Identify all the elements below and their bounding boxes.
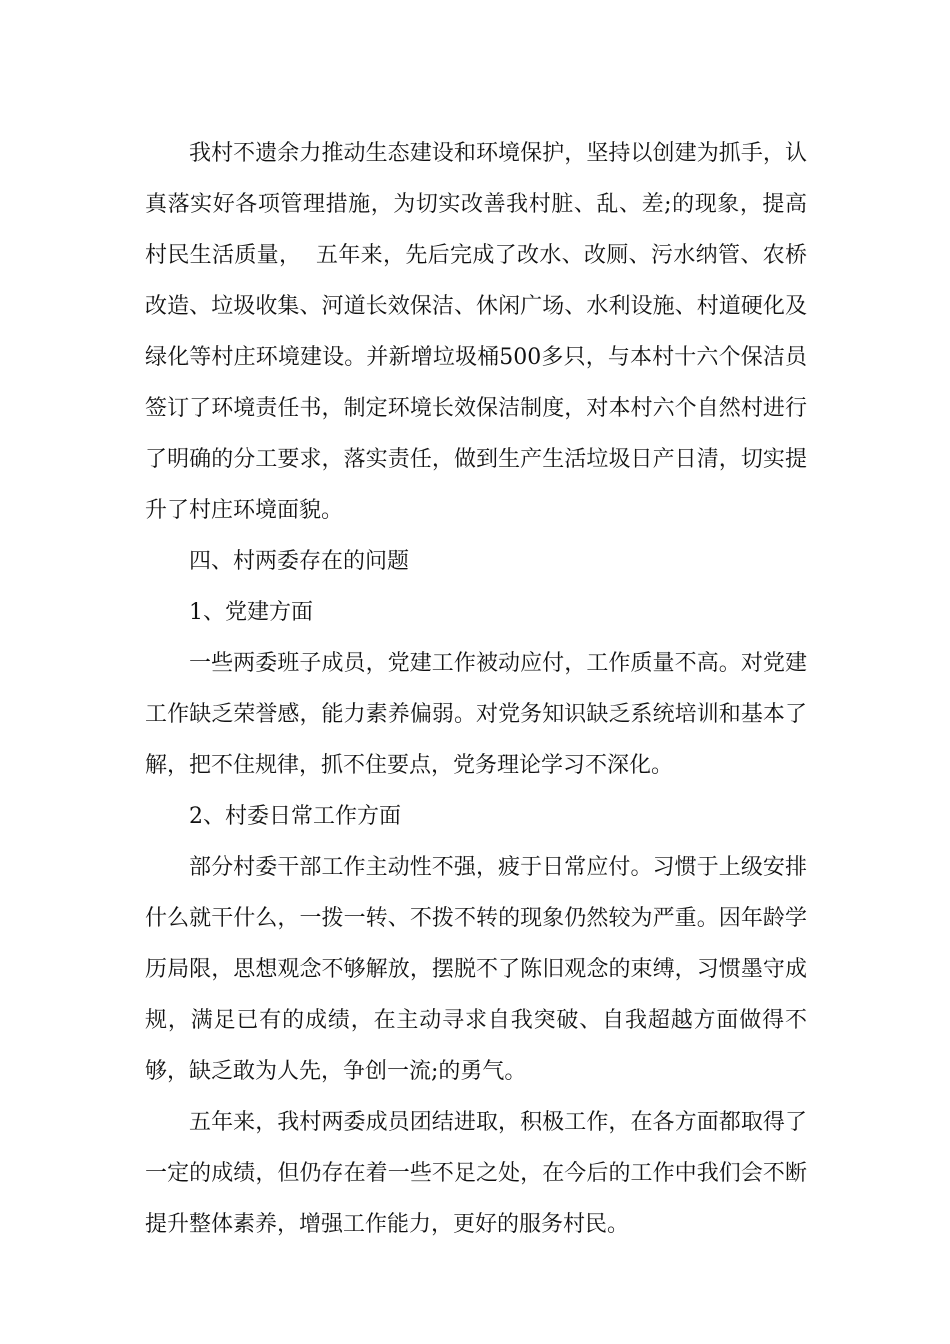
section-heading-problems: 四、村两委存在的问题 xyxy=(189,549,410,574)
paragraph-daily-work: 部分村委干部工作主动性不强，疲于日常应付。习惯于上级安排什么就干什么，一拨一转、不拨不转的现象仍然较为严重。因年龄学历局限，思想观念不够解放，摆脱不了陈旧观念的束缚，习惯墨守成规，满足已有的成绩，在主动寻求自我突破、自我超越方面做得不够，缺乏敢为人先，争创一流;的勇气。 xyxy=(145,855,807,1084)
subheading-daily-work: 2、村委日常工作方面 xyxy=(189,804,401,829)
subheading-party-building: 1、党建方面 xyxy=(189,600,313,625)
document-page xyxy=(145,128,807,1250)
paragraph-conclusion: 五年来，我村两委成员团结进取，积极工作，在各方面都取得了一定的成绩，但仍存在着一些不足之处，在今后的工作中我们会不断提升整体素养，增强工作能力，更好的服务村民。 xyxy=(145,1110,807,1237)
paragraph-environment: 我村不遗余力推动生态建设和环境保护，坚持以创建为抓手，认真落实好各项管理措施，为切实改善我村脏、乱、差;的现象，提高村民生活质量， 五年来，先后完成了改水、改厕、污水纳管、农桥改造、垃圾收集、河道长效保洁、休闲广场、水利设施、村道硬化及绿化等村庄环境建设。并新增垃圾桶500多只，与本村十六个保洁员签订了环境责任书，制定环境长效保洁制度，对本村六个自然村进行了明确的分工要求，落实责任，做到生产生活垃圾日产日清，切实提升了村庄环境面貌。 xyxy=(145,141,807,523)
paragraph-party-building: 一些两委班子成员，党建工作被动应付，工作质量不高。对党建工作缺乏荣誉感，能力素养偏弱。对党务知识缺乏系统培训和基本了解，把不住规律，抓不住要点，党务理论学习不深化。 xyxy=(145,651,807,778)
